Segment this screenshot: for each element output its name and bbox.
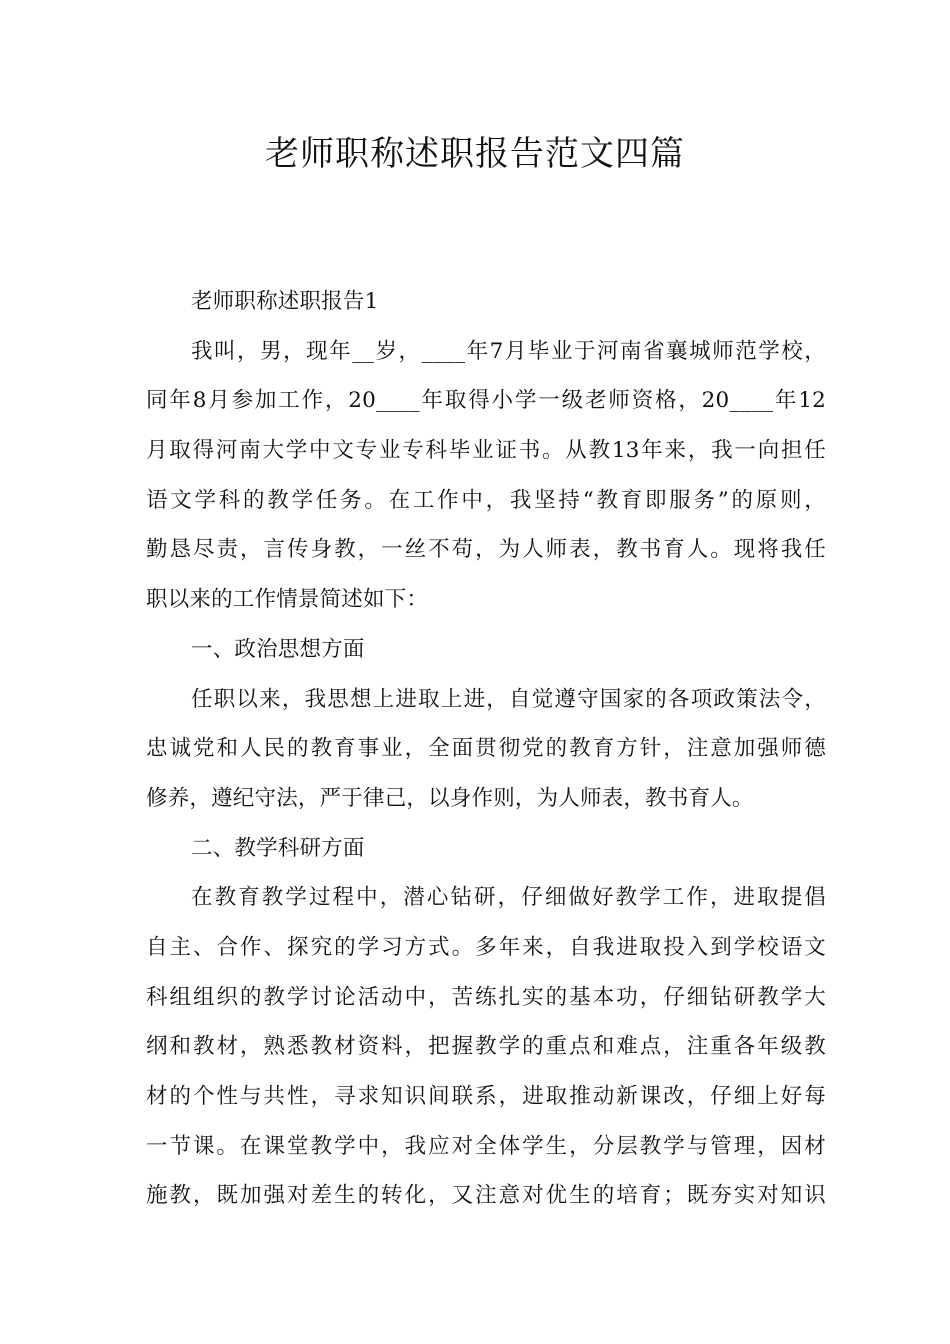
paragraph-line: 职以来的工作情景简述如下： xyxy=(146,587,429,613)
paragraph-line: 任职以来，我思想上进取上进，自觉遵守国家的各项政策法令， xyxy=(191,686,826,712)
paragraph-line: 纲和教材，熟悉教材资料，把握教学的重点和难点，注重各年级教 xyxy=(146,1034,826,1060)
paragraph-line: 我叫，男，现年__岁，____年7月毕业于河南省襄城师范学校， xyxy=(191,338,826,364)
paragraph-line: 语文学科的教学任务。在工作中，我坚持“教育即服务”的原则， xyxy=(146,487,826,513)
section-heading-report-1: 老师职称述职报告1 xyxy=(191,289,379,314)
paragraph-line: 月取得河南大学中文专业专科毕业证书。从教13年来，我一向担任 xyxy=(146,438,826,464)
paragraph-line: 施教，既加强对差生的转化，又注意对优生的培育；既夯实对知识 xyxy=(146,1183,826,1209)
section-heading-politics: 一、政治思想方面 xyxy=(191,636,365,662)
paragraph-line: 材的个性与共性，寻求知识间联系，进取推动新课改，仔细上好每 xyxy=(146,1084,826,1109)
document-title: 老师职称述职报告范文四篇 xyxy=(265,134,685,174)
paragraph-line: 忠诚党和人民的教育事业，全面贯彻党的教育方针，注意加强师德 xyxy=(146,736,826,762)
document-body xyxy=(146,282,826,1226)
paragraph-line: 在教育教学过程中，潜心钻研，仔细做好教学工作，进取提倡 xyxy=(191,885,826,911)
paragraph-line: 同年8月参加工作，20____年取得小学一级老师资格，20____年12 xyxy=(146,388,826,414)
paragraph-line: 科组组织的教学讨论活动中，苦练扎实的基本功，仔细钻研教学大 xyxy=(146,984,826,1010)
paragraph-line: 勤恳尽责，言传身教，一丝不苟，为人师表，教书育人。现将我任 xyxy=(146,537,826,563)
paragraph-line: 一节课。在课堂教学中，我应对全体学生，分层教学与管理，因材 xyxy=(146,1133,826,1159)
paragraph-line: 自主、合作、探究的学习方式。多年来，自我进取投入到学校语文 xyxy=(146,934,826,960)
section-heading-teaching: 二、教学科研方面 xyxy=(191,835,365,861)
paragraph-line: 修养，遵纪守法，严于律己，以身作则，为人师表，教书育人。 xyxy=(146,785,754,811)
